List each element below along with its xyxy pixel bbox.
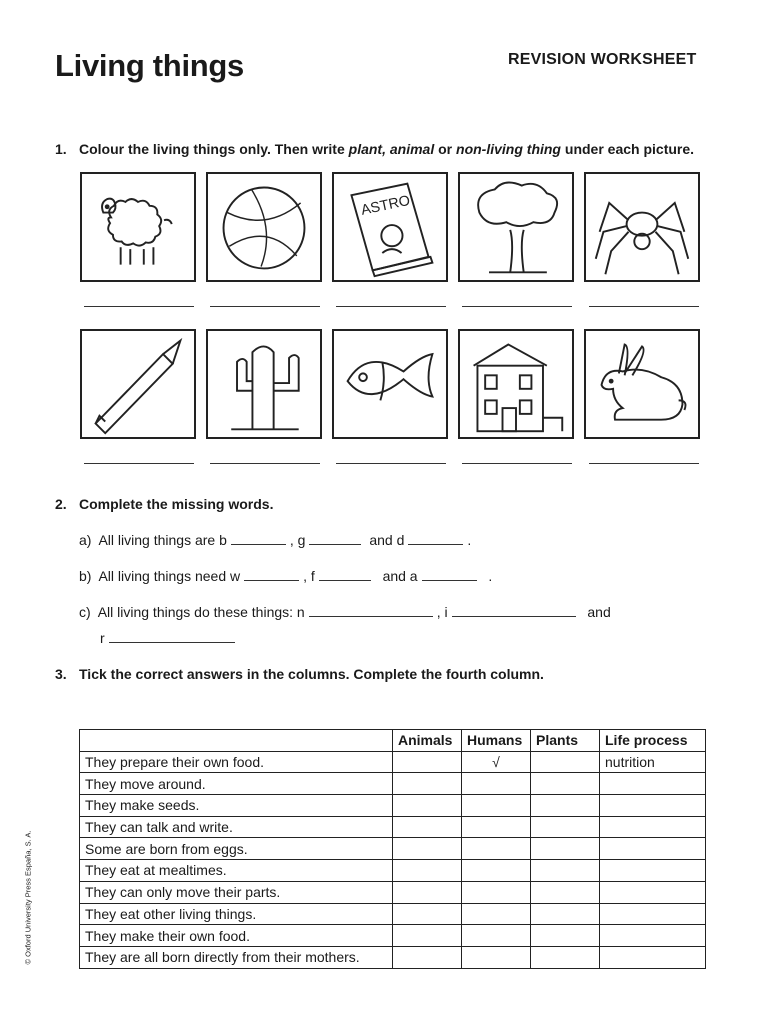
q3-number: 3. [55,666,67,682]
answer-line-9[interactable] [462,463,572,464]
tick-cell[interactable] [531,860,600,882]
answer-line-10[interactable] [589,463,699,464]
q3-instruction: Tick the correct answers in the columns. Complete the fourth column. [79,666,544,682]
tick-cell[interactable] [393,946,462,968]
book-title: ASTRO [359,192,412,219]
q2a-blank-1[interactable] [231,543,286,545]
tick-cell[interactable] [462,881,531,903]
q2c-blank-1[interactable] [309,615,433,617]
q2a-blank-2[interactable] [309,543,361,545]
table-row [80,816,706,838]
pencil-icon [82,331,194,437]
answer-line-3[interactable] [336,306,446,307]
statement-cell: They prepare their own food. [80,751,393,773]
tick-cell[interactable] [462,816,531,838]
tick-cell[interactable] [393,860,462,882]
header-animals: Animals [393,730,462,752]
life-process-cell[interactable] [600,773,706,795]
table-row [80,903,706,925]
statement-cell: They eat other living things. [80,903,393,925]
table-row [80,751,706,773]
q2b-blank-3[interactable] [422,579,477,581]
answer-line-5[interactable] [589,306,699,307]
tree-picture [458,172,574,282]
tick-cell[interactable] [393,816,462,838]
tick-cell[interactable] [531,816,600,838]
statement-cell: They can only move their parts. [80,881,393,903]
answer-line-7[interactable] [210,463,320,464]
table-row [80,838,706,860]
life-process-cell[interactable] [600,946,706,968]
q2b-row: b) All living things need w , f and a . [79,568,493,584]
statement-cell: They move around. [80,773,393,795]
q2a-blank-3[interactable] [408,543,463,545]
rabbit-picture [584,329,700,439]
fish-icon [334,331,446,437]
tick-cell[interactable] [531,946,600,968]
q2c-blank-3[interactable] [109,641,235,643]
pencil-picture [80,329,196,439]
q2c-label: c) [79,604,91,620]
sheep-icon [82,174,194,280]
q1-number: 1. [55,141,67,157]
tick-cell[interactable] [462,860,531,882]
q2b-blank-2[interactable] [319,579,371,581]
q2a-row: a) All living things are b , g and d . [79,532,472,548]
tick-cell[interactable] [531,795,600,817]
ball-icon [208,174,320,280]
table-header-row [80,730,706,752]
tick-cell[interactable] [531,838,600,860]
q1-instruction: Colour the living things only. Then write plant, animal or non-living thing under each picture. [79,141,695,157]
header-statement [80,730,393,752]
answer-line-2[interactable] [210,306,320,307]
statement-cell: They make their own food. [80,925,393,947]
tick-cell[interactable] [393,795,462,817]
house-picture [458,329,574,439]
table-row [80,795,706,817]
q2a-label: a) [79,532,92,548]
cactus-icon [208,331,320,437]
answer-line-1[interactable] [84,306,194,307]
statement-cell: Some are born from eggs. [80,838,393,860]
tick-cell[interactable] [531,903,600,925]
tick-cell[interactable] [531,773,600,795]
tick-cell[interactable] [531,881,600,903]
tick-cell[interactable] [393,881,462,903]
life-process-cell[interactable] [600,881,706,903]
fish-picture [332,329,448,439]
life-process-cell[interactable] [600,903,706,925]
table-row [80,925,706,947]
tick-cell[interactable] [393,838,462,860]
page-title: Living things [55,48,244,83]
life-process-cell[interactable]: nutrition [600,751,706,773]
cactus-picture [206,329,322,439]
answer-line-4[interactable] [462,306,572,307]
house-icon [460,331,572,437]
statement-cell: They eat at mealtimes. [80,860,393,882]
spider-icon [586,174,698,280]
ball-picture [206,172,322,282]
tree-icon [460,174,572,280]
tick-cell[interactable] [462,795,531,817]
table-row [80,881,706,903]
table-row [80,773,706,795]
sheep-picture [80,172,196,282]
header-humans: Humans [462,730,531,752]
tick-cell[interactable] [462,903,531,925]
q2c-blank-2[interactable] [452,615,576,617]
table-row [80,860,706,882]
tick-cell[interactable] [462,946,531,968]
answer-line-6[interactable] [84,463,194,464]
tick-cell[interactable] [462,925,531,947]
life-process-cell[interactable] [600,925,706,947]
header-life-process: Life process [600,730,706,752]
life-process-cell[interactable] [600,860,706,882]
tick-cell[interactable] [393,751,462,773]
tick-cell[interactable]: √ [462,751,531,773]
tick-cell[interactable] [462,773,531,795]
tick-cell[interactable] [531,751,600,773]
worksheet-label: REVISION WORKSHEET [508,51,697,68]
tick-cell[interactable] [393,903,462,925]
tick-cell[interactable] [462,838,531,860]
copyright-notice: © Oxford University Press España, S. A. [23,830,33,965]
q2-instruction: Complete the missing words. [79,496,274,512]
q2b-blank-1[interactable] [244,579,299,581]
statement-cell: They are all born directly from their mothers. [80,946,393,968]
life-process-cell[interactable] [600,816,706,838]
tick-cell[interactable] [393,773,462,795]
table-row [80,946,706,968]
q2b-label: b) [79,568,92,584]
rabbit-icon [586,331,698,437]
statement-cell: They can talk and write. [80,816,393,838]
tick-cell[interactable] [531,925,600,947]
answer-table [79,729,706,969]
q2-number: 2. [55,496,67,512]
q2c-row: c) All living things do these things: n , i and [79,604,611,620]
life-process-cell[interactable] [600,838,706,860]
header-plants: Plants [531,730,600,752]
life-process-cell[interactable] [600,795,706,817]
book-icon [334,174,446,280]
q2c-row-2: r [100,630,239,646]
spider-picture [584,172,700,282]
tick-cell[interactable] [393,925,462,947]
statement-cell: They make seeds. [80,795,393,817]
book-picture [332,172,448,282]
answer-line-8[interactable] [336,463,446,464]
